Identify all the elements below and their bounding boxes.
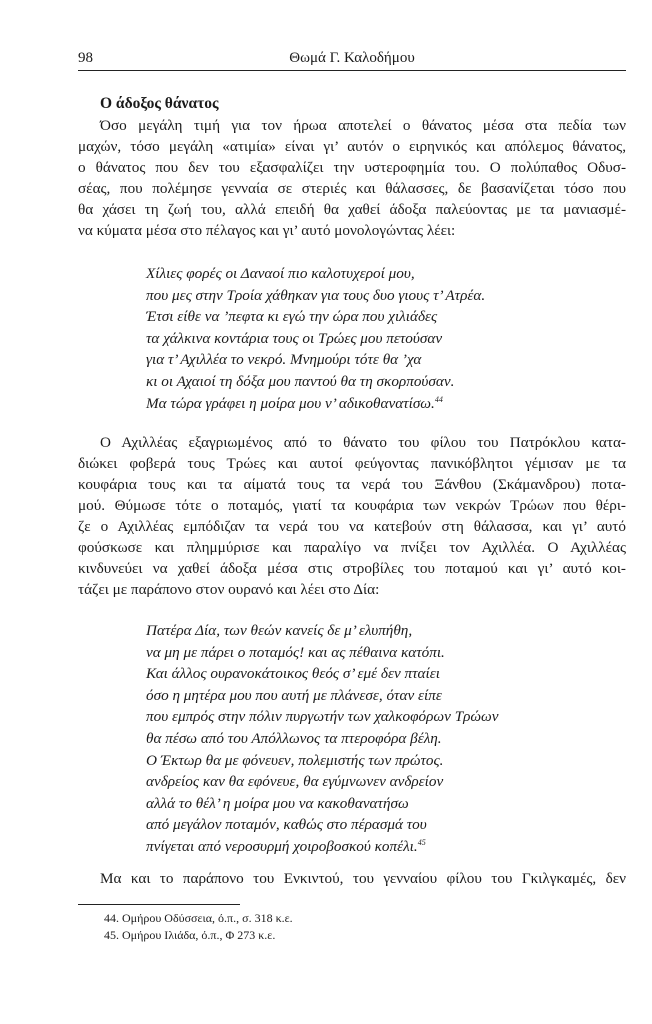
paragraph-line: Μα και το παράπονο του Ενκιντού, του γενναίου φίλου του Γκιλγκαμές, δεν bbox=[100, 870, 626, 887]
section-title: Ο άδοξος θάνατος bbox=[100, 95, 219, 112]
page-header bbox=[78, 48, 626, 71]
paragraph-line: ζε ο Αχιλλέας εμπόδιζαν τα νερά του να κατεβούν στη θάλασσα, και γι’ αυτό bbox=[78, 518, 626, 535]
paragraph-line: διώκει φοβερά τους Τρώες και αυτοί φεύγοντας πανικόβλητοι γέμισαν με τα bbox=[78, 455, 626, 472]
verse-line: Έτσι είθε να ’πεφτα κι εγώ την ώρα που χιλιάδες bbox=[146, 308, 438, 326]
verse-line: αλλά το θέλ’ η μοίρα μου να κακοθανατήσω bbox=[146, 794, 409, 812]
verse-line: όσο η μητέρα μου που αυτή με πλάνεσε, όταν είπε bbox=[146, 686, 442, 704]
paragraph-line: φούσκωσε και πλημμύρισε και παραλίγο να πνίξει τον Αχιλλέα. Ο Αχιλλέας bbox=[78, 539, 626, 556]
paragraph-line: σέας, που πολέμησε γενναία σε στεριές και θάλασσες, δε βασανίζεται τόσο που bbox=[78, 180, 626, 197]
footnote-44: 44. Ομήρου Οδύσσεια, ό.π., σ. 318 κ.ε. bbox=[104, 911, 293, 925]
paragraph-line: Όσο μεγάλη τιμή για τον ήρωα αποτελεί ο θάνατος μέσα στα πεδία των bbox=[100, 117, 626, 134]
footnote-marker: 44 bbox=[434, 394, 443, 404]
verse-line: που μες στην Τροία χάθηκαν για τους δυο γιους τ’ Ατρέα. bbox=[146, 286, 486, 304]
verse-quote-2 bbox=[146, 620, 499, 858]
paragraph-line: μού. Θύμωσε τότε ο ποταμός, γιατί τα κουφάρια των νεκρών Τρώων που θέρι- bbox=[78, 497, 626, 514]
footnote-divider bbox=[78, 904, 240, 905]
verse-line-with-note bbox=[146, 836, 499, 858]
verse-line: Ο Έκτωρ θα με φόνευεν, πολεμιστής των πρώτος. bbox=[146, 751, 444, 769]
verse-quote-1 bbox=[146, 263, 485, 414]
footnote-marker: 45 bbox=[417, 837, 426, 847]
page-number: 98 bbox=[78, 50, 93, 66]
paragraph-line: κουφάρια τους και τα αίματά τους τα νερά του Ξάνθου (Σκάμανδρου) ποτα- bbox=[78, 476, 626, 493]
paragraph-line: θα χάσει τη ζωή του, αλλά επειδή θα χαθεί άδοξα παλεύοντας με τα μανιασμέ- bbox=[78, 201, 626, 218]
verse-line-with-note bbox=[146, 393, 485, 415]
running-head: Θωμά Γ. Καλοδήμου bbox=[289, 50, 415, 66]
verse-line: για τ’ Αχιλλέα το νεκρό. Μνημούρι τότε θα ’χα bbox=[146, 351, 422, 369]
paragraph-2 bbox=[78, 432, 626, 600]
verse-line: Και άλλος ουρανοκάτοικος θεός σ’ εμέ δεν πταίει bbox=[146, 665, 440, 683]
footnotes bbox=[104, 910, 293, 944]
paragraph-line: Ο Αχιλλέας εξαγριωμένος από το θάνατο του φίλου του Πατρόκλου κατα- bbox=[100, 434, 626, 451]
paragraph-line: τάζει με παράπονο στον ουρανό και λέει στο Δία: bbox=[78, 581, 380, 598]
paragraph-line: να κύματα μέσα στο πέλαγος και γι’ αυτό μονολογώντας λέει: bbox=[78, 222, 456, 239]
verse-line: θα πέσω από του Απόλλωνος τα πτεροφόρα βέλη. bbox=[146, 729, 442, 747]
paragraph-3 bbox=[78, 868, 626, 889]
verse-line: να μη με πάρει ο ποταμός! και ας πέθαινα κατόπι. bbox=[146, 643, 445, 661]
verse-line: ανδρείος καν θα εφόνευε, θα εγύμνωνεν ανδρείον bbox=[146, 773, 444, 791]
paragraph-1 bbox=[78, 115, 626, 241]
verse-line-text: Μα τώρα γράφει η μοίρα μου ν’ αδικοθανατίσω. bbox=[146, 394, 435, 412]
verse-line-text: πνίγεται από νεροσυρμή χοιροβοσκού κοπέλι. bbox=[146, 837, 418, 855]
paragraph-line: μαχών, τόσο μεγάλη «ατιμία» είναι γι’ αυτόν ο ειρηνικός και απόλεμος θάνατος, bbox=[78, 138, 626, 155]
paragraph-line: ο θάνατος που δεν του εξασφαλίζει την υστεροφημία του. Ο πολύπαθος Οδυσ- bbox=[78, 159, 626, 176]
footnote-45: 45. Ομήρου Ιλιάδα, ό.π., Φ 273 κ.ε. bbox=[104, 928, 276, 942]
verse-line: Χίλιες φορές οι Δαναοί πιο καλοτυχεροί μου, bbox=[146, 265, 415, 282]
verse-line: από μεγάλον ποταμόν, καθώς στο πέρασμά του bbox=[146, 816, 427, 834]
verse-line: τα χάλκινα κοντάρια τους οι Τρώες μου πετούσαν bbox=[146, 329, 443, 347]
paragraph-line: κινδυνεύει να χαθεί άδοξα μέσα στις στροβίλες του ποταμού και γι’ αυτό κοι- bbox=[78, 560, 626, 577]
verse-line: κι οι Αχαιοί τη δόξα μου παντού θα τη σκορπούσαν. bbox=[146, 372, 455, 390]
verse-line: που εμπρός στην πόλιν πυργωτήν των χαλκοφόρων Τρώων bbox=[146, 708, 499, 726]
verse-line: Πατέρα Δία, των θεών κανείς δε μ’ ελυπήθη, bbox=[146, 622, 413, 639]
